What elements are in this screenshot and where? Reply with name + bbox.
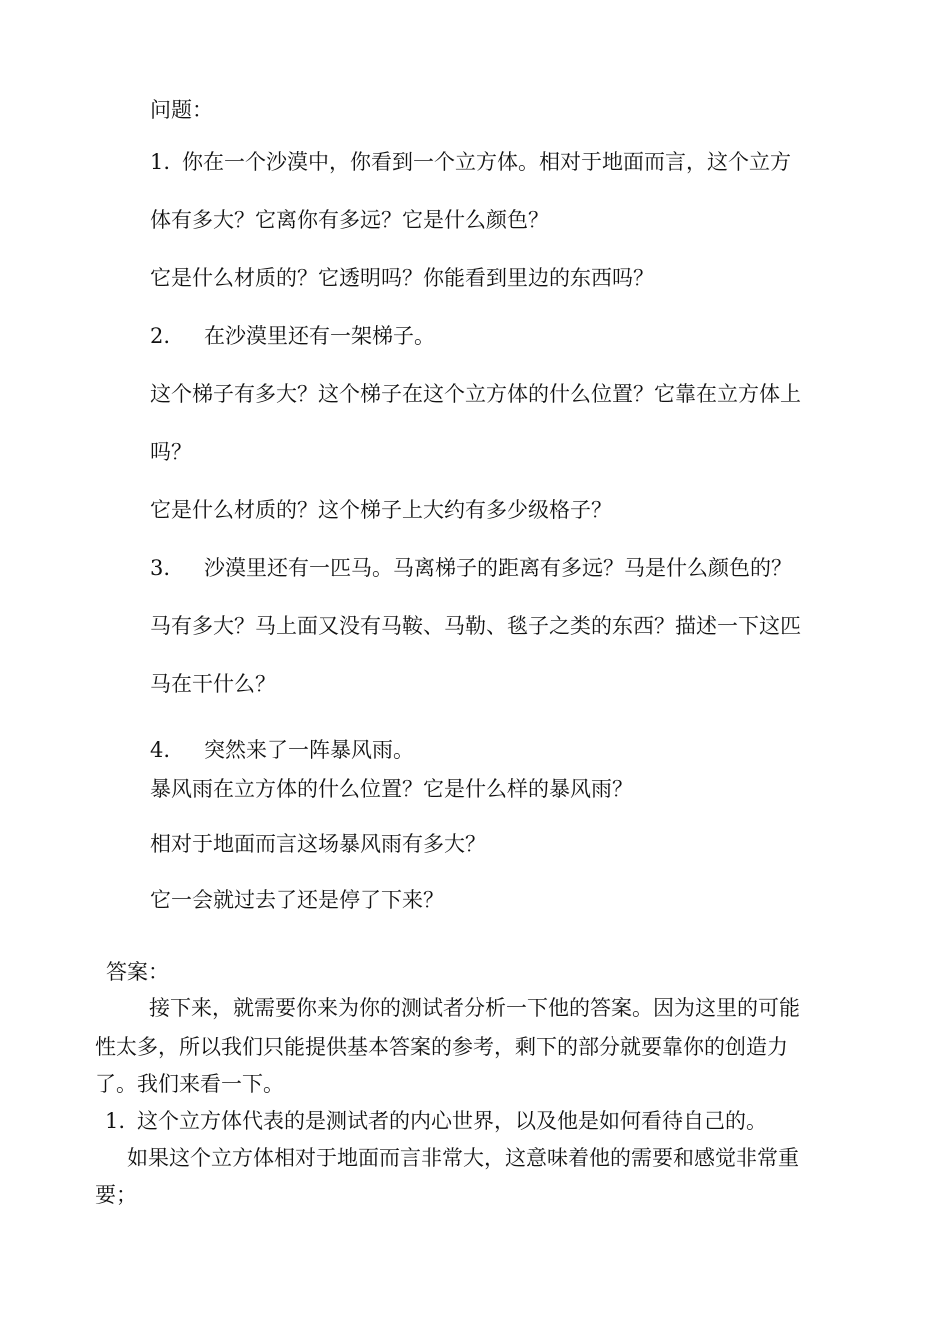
answers-intro-line3: 了。我们来看一下。: [95, 1072, 284, 1096]
q3-line3: 马在干什么？: [150, 672, 276, 696]
q4-line2: 暴风雨在立方体的什么位置？它是什么样的暴风雨？: [150, 777, 633, 801]
q4-line1: [150, 737, 414, 763]
a1-line3: 要；: [95, 1183, 137, 1207]
q4-number: 4.: [150, 738, 171, 762]
q4-line4: 它一会就过去了还是停了下来？: [150, 888, 444, 912]
answers-intro-line1: 接下来，就需要你来为你的测试者分析一下他的答案。因为这里的可能: [149, 996, 800, 1020]
q3-text-line1: 沙漠里还有一匹马。马离梯子的距离有多远？马是什么颜色的？: [204, 556, 793, 580]
questions-heading: 问题：: [150, 98, 213, 122]
q4-line3: 相对于地面而言这场暴风雨有多大？: [150, 832, 486, 856]
answers-intro-line2: 性太多，所以我们只能提供基本答案的参考，剩下的部分就要靠你的创造力: [95, 1035, 788, 1059]
q1-line1: [150, 149, 791, 175]
q4-text-line1: 突然来了一阵暴风雨。: [204, 738, 415, 762]
q2-number: 2.: [150, 324, 171, 348]
q1-text-line1: 你在一个沙漠中，你看到一个立方体。相对于地面而言，这个立方: [182, 150, 792, 174]
q2-line1: [150, 323, 435, 349]
a1-line1: [105, 1108, 767, 1134]
q2-line3: 吗？: [150, 440, 192, 464]
q1-line2: 体有多大？它离你有多远？它是什么颜色？: [150, 208, 549, 232]
q3-line2: 马有多大？马上面又没有马鞍、马勒、毯子之类的东西？描述一下这匹: [150, 614, 801, 638]
q3-number: 3.: [150, 556, 171, 580]
a1-number: 1.: [105, 1109, 126, 1133]
q2-line2: 这个梯子有多大？这个梯子在这个立方体的什么位置？它靠在立方体上: [150, 382, 801, 406]
a1-text-line1: 这个立方体代表的是测试者的内心世界，以及他是如何看待自己的。: [137, 1109, 768, 1133]
q2-text-line1: 在沙漠里还有一架梯子。: [204, 324, 436, 348]
answers-heading: 答案：: [106, 960, 169, 984]
q3-line1: [150, 555, 792, 581]
q1-line3: 它是什么材质的？它透明吗？你能看到里边的东西吗？: [150, 266, 654, 290]
a1-line2: 如果这个立方体相对于地面而言非常大，这意味着他的需要和感觉非常重: [127, 1146, 799, 1170]
q2-line4: 它是什么材质的？这个梯子上大约有多少级格子？: [150, 498, 612, 522]
q1-number: 1.: [150, 150, 171, 174]
